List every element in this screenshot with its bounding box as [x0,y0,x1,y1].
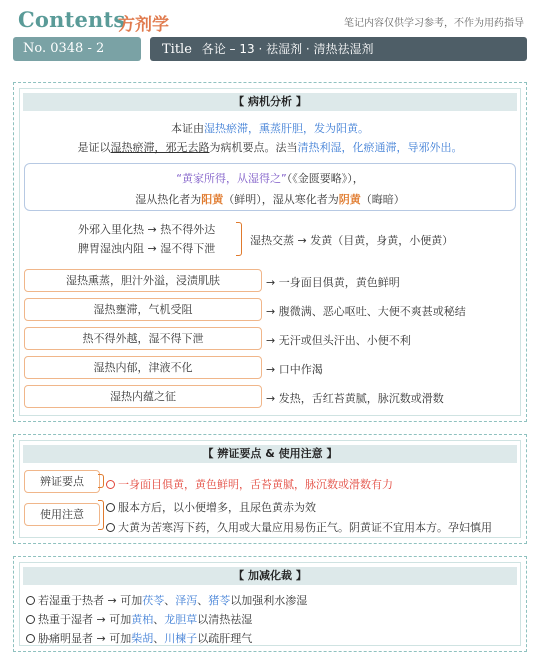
symptom-result-4: → 口中作渴 [266,363,323,376]
symptom-result-1: → 一身面目俱黄，黄色鲜明 [266,276,400,289]
text-segment: 本证由 [171,122,204,135]
caution-item-1 [106,499,316,515]
key-points-heading: 【 辨证要点 & 使用注意 】 [23,445,517,463]
text-segment: 是证以 [77,141,111,154]
purpose-text: 以加强利水渗湿 [230,594,308,607]
herb-name: 黄柏 [131,613,154,626]
page-header [0,0,540,36]
yang-jaundice-term: 阳黄 [201,193,224,206]
symptom-result-3: → 无汗或但头汗出、小便不利 [266,334,411,347]
caution-item-2 [106,519,492,535]
note-title: 各论 – 13 · 祛湿剂 · 清热祛湿剂 [201,42,374,56]
text-segment: （晦暗） [360,193,405,206]
mechanism-left-2: 脾胃湿浊内阻 → 湿不得下泄 [78,242,216,255]
yang-yin-jaundice-line [0,191,540,207]
symptom-cause-1: 湿热熏蒸，胆汁外溢，浸渍肌肤 [24,269,262,292]
quote-text: “黄家所得，从湿得之” [176,172,287,185]
modification-item-1: 若湿重于热者 → 可加茯苓、泽泻、猪苓以加强利水渗湿 [26,592,307,608]
circle-bullet-icon [26,634,35,643]
condition-text: 胁痛明显者 → 可加 [38,632,132,645]
herb-name: 龙胆草 [164,613,198,626]
diagnosis-bracket [98,474,104,488]
herb-name: 柴胡 [131,632,154,645]
herb-name: 猪苓 [208,594,231,607]
condition-text: 若湿重于热者 → 可加 [38,594,143,607]
herb-name: 川楝子 [164,632,198,645]
circle-bullet-icon [106,503,115,512]
highlight-text: 湿热瘀滞，熏蒸肝胆，发为阳黄。 [204,122,369,135]
mechanism-left-1: 外邪入里化热 → 热不得外达 [78,223,216,236]
symptom-result-2: → 腹微满、恶心呕吐、大便不爽甚或秘结 [266,305,466,318]
modifications-heading: 【 加减化裁 】 [23,567,517,585]
herb-name: 茯苓 [142,594,165,607]
key-mechanism-text: 湿热瘀滞，邪无去路 [110,141,210,154]
text-segment: （鲜明），湿从寒化者为 [223,193,339,206]
pathology-line-2 [0,139,540,155]
mechanism-result: 湿热交蒸 → 发黄（目黄，身黄，小便黄） [250,234,454,247]
usage-caution-tag: 使用注意 [24,503,100,526]
disclaimer-notice: 笔记内容仅供学习参考，不作为用药指导 [344,18,524,29]
classic-quote [0,170,540,186]
mechanism-bracket [236,222,242,256]
modification-item-3: 胁痛明显者 → 可加柴胡、川楝子以疏肝理气 [26,630,252,646]
pathology-line-1 [0,120,540,136]
purpose-text: 以疏肝理气 [197,632,253,645]
pathology-heading: 【 病机分析 】 [23,93,517,111]
text-segment: 为病机要点。法当 [209,141,298,154]
modification-item-2: 热重于湿者 → 可加黄柏、龙胆草以清热祛湿 [26,611,252,627]
circle-bullet-icon [26,596,35,605]
symptom-cause-5: 湿热内蕴之征 [24,385,262,408]
symptom-cause-2: 湿热壅滞，气机受阻 [24,298,262,321]
title-prefix: Title [162,42,192,57]
quote-source: （《金匮要略》）， [286,172,364,185]
diagnosis-key-text: 一身面目俱黄，黄色鲜明，舌苔黄腻，脉沉数或滑数有力 [118,478,393,491]
caution-text: 大黄为苦寒泻下药，久用或大量应用易伤正气。阴黄证不宜用本方。孕妇慎用 [118,521,492,534]
symptom-result-5: → 发热，舌红苔黄腻，脉沉数或滑数 [266,392,444,405]
treatment-principle-text: 清热利湿，化瘀通滞，导邪外出。 [297,141,463,154]
note-number-badge: No. 0348 - 2 [13,37,141,61]
text-segment: 湿从热化者为 [135,193,202,206]
symptom-cause-4: 湿热内郁，津液不化 [24,356,262,379]
herb-name: 泽泻 [175,594,198,607]
subject-title: 方剂学 [118,15,169,35]
caution-bracket [98,500,104,530]
diagnosis-key-tag: 辨证要点 [24,470,100,493]
circle-bullet-icon [106,480,115,489]
diagnosis-key-point [106,476,393,492]
circle-bullet-icon [106,523,115,532]
brand-title: Contents [18,7,126,32]
symptom-cause-3: 热不得外越，湿不得下泄 [24,327,262,350]
purpose-text: 以清热祛湿 [197,613,253,626]
caution-text: 服本方后，以小便增多，且尿色黄赤为效 [118,501,316,514]
condition-text: 热重于湿者 → 可加 [38,613,132,626]
yin-jaundice-term: 阴黄 [338,193,361,206]
note-title-bar [150,37,527,61]
circle-bullet-icon [26,615,35,624]
